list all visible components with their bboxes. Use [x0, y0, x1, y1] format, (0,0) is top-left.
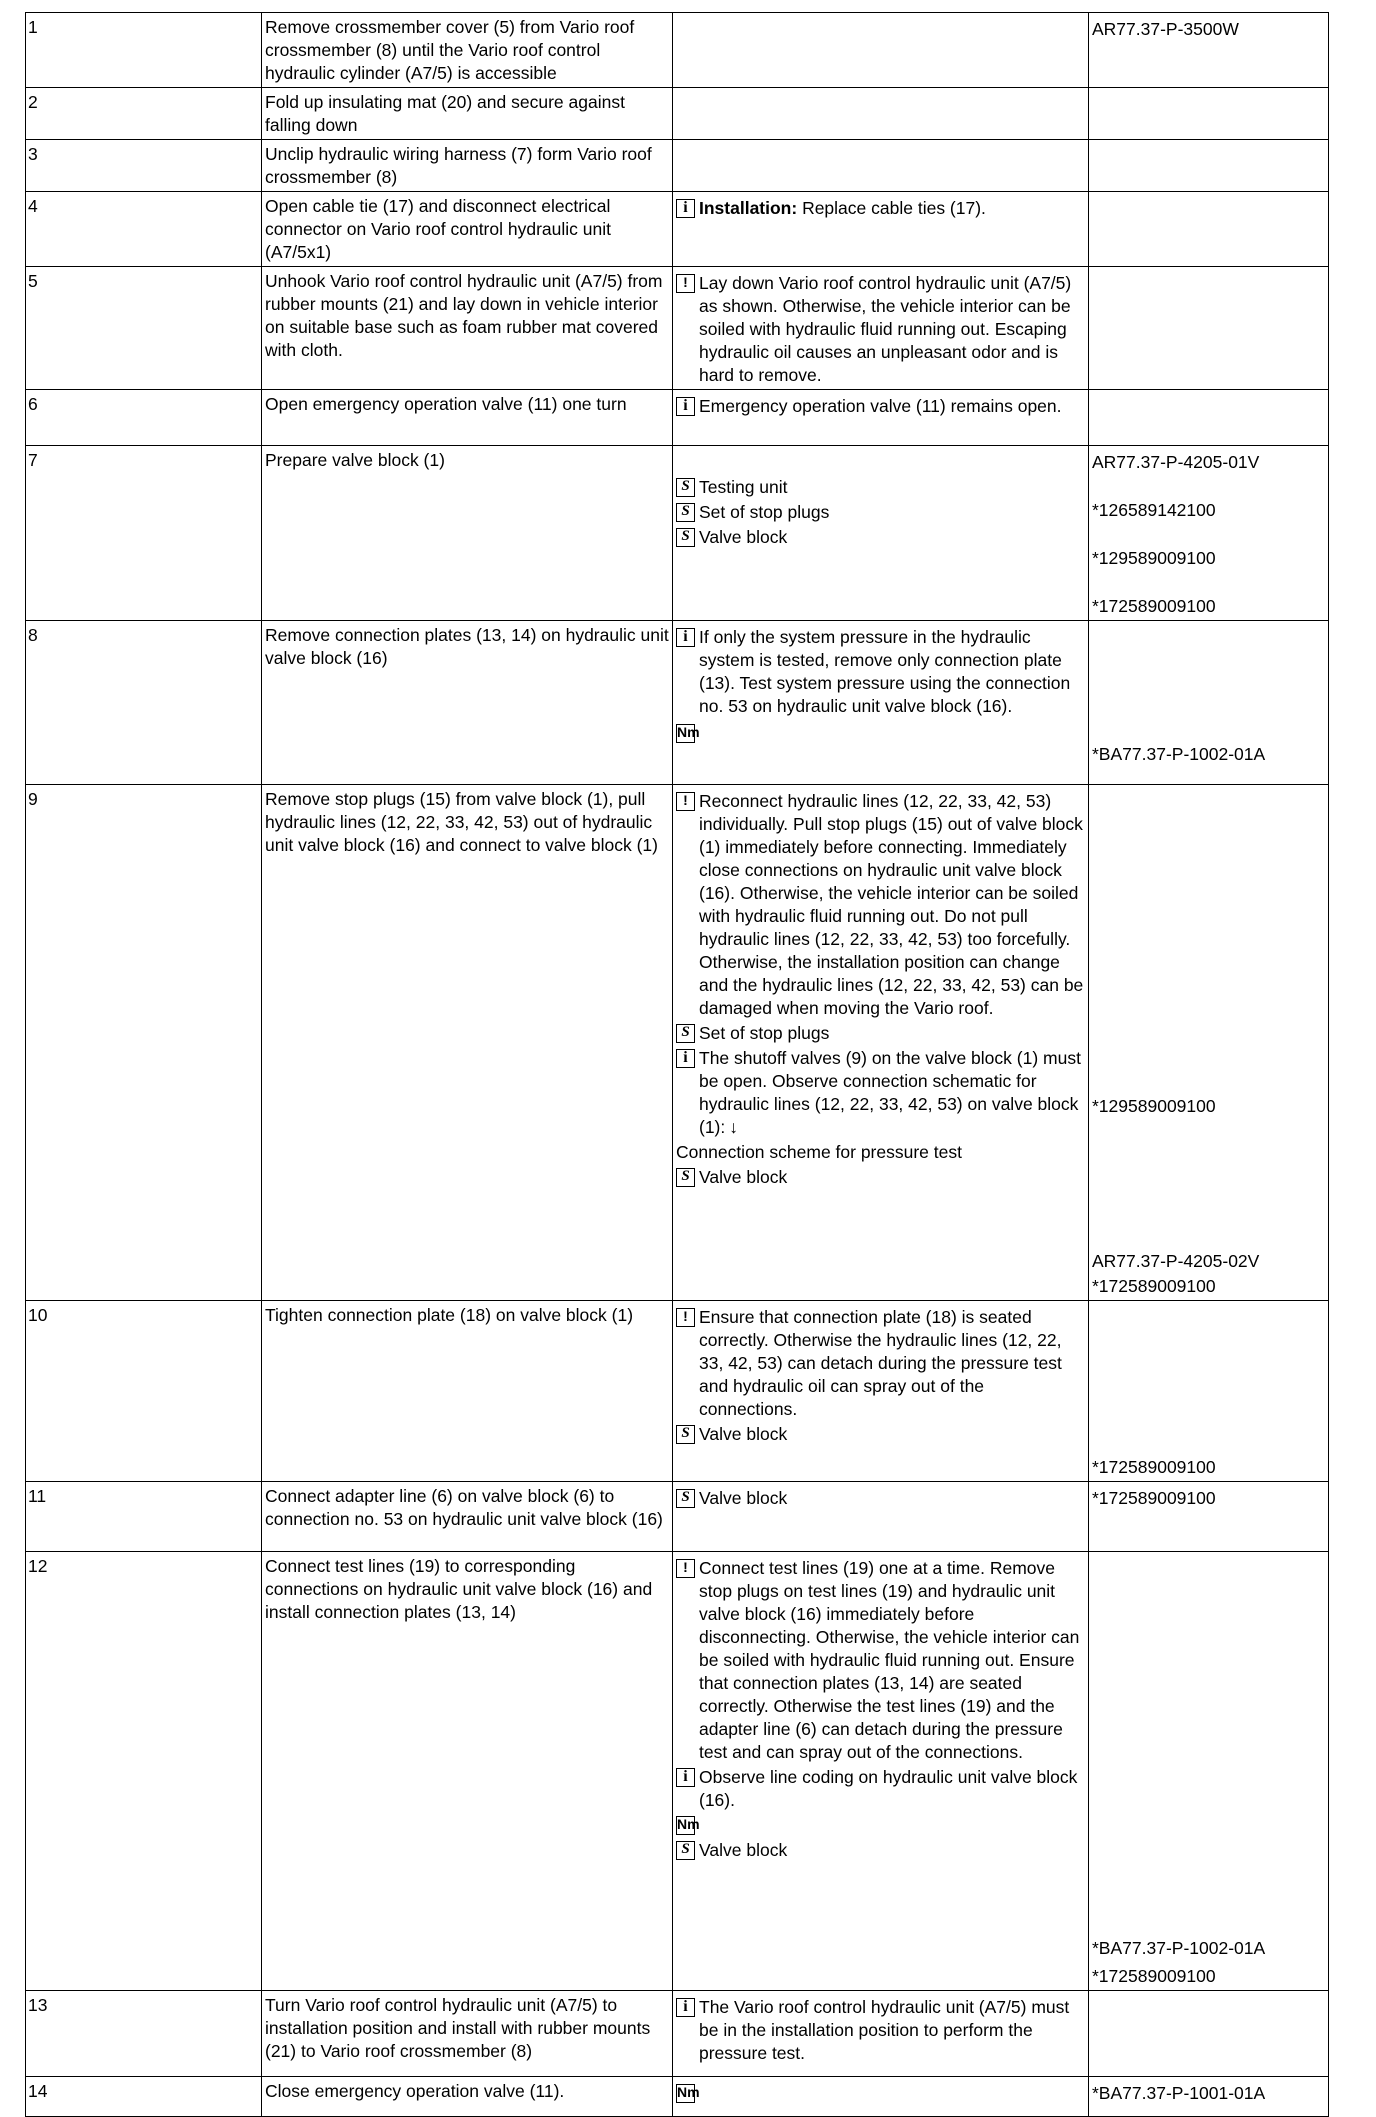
note-line — [676, 1814, 1085, 1837]
step-notes — [673, 2077, 1089, 2117]
step-references — [1089, 446, 1329, 621]
note-text: If only the system pressure in the hydraulic system is tested, remove only connection plate (13). Test system pressure using the connection no. 53 on hydraulic unit valve block (16). — [699, 627, 1071, 716]
step-references — [1089, 2077, 1329, 2117]
note-text: Lay down Vario roof control hydraulic unit (A7/5) as shown. Otherwise, the vehicle interior can be soiled with hydraulic fluid running out. Escaping hydraulic oil causes an unpleasant odor and is hard to remove. — [699, 273, 1072, 385]
note-line — [676, 526, 1085, 549]
step-number: 12 — [26, 1552, 262, 1991]
step-notes — [673, 390, 1089, 446]
note-line — [676, 1839, 1085, 1862]
reference-code[interactable] — [1092, 1070, 1325, 1093]
step-notes — [673, 1482, 1089, 1552]
step-text: Fold up insulating mat (20) and secure against falling down — [262, 88, 673, 140]
reference-code[interactable] — [1092, 1582, 1325, 1605]
step-number: 3 — [26, 140, 262, 192]
note-text: Observe line coding on hydraulic unit valve block (16). — [699, 1767, 1078, 1810]
table-row — [26, 1301, 1329, 1482]
step-references — [1089, 621, 1329, 785]
table-row — [26, 13, 1329, 88]
note-text: Valve block — [699, 1167, 788, 1187]
step-references — [1089, 140, 1329, 192]
step-references — [1089, 390, 1329, 446]
note-text: Connection scheme for pressure test — [676, 1142, 962, 1162]
note-content — [699, 1047, 1085, 1139]
step-notes — [673, 192, 1089, 267]
special-tool-icon: S — [676, 478, 695, 497]
reference-code[interactable]: *172589009100 — [1092, 1457, 1216, 1477]
note-line — [676, 1166, 1085, 1189]
special-tool-icon: S — [676, 1489, 695, 1508]
torque-nm-icon: Nm — [676, 2084, 695, 2103]
note-content — [699, 1306, 1085, 1421]
note-content — [699, 1487, 787, 1510]
info-icon: i — [676, 1049, 695, 1068]
procedure-table — [25, 12, 1329, 2117]
step-notes — [673, 785, 1089, 1301]
reference-code[interactable]: AR77.37-P-4205-01V — [1092, 452, 1260, 472]
note-line — [676, 1557, 1085, 1764]
special-tool-icon: S — [676, 528, 695, 547]
info-icon: i — [676, 397, 695, 416]
note-content — [699, 526, 787, 549]
warning-icon: ! — [676, 1559, 695, 1578]
step-notes — [673, 446, 1089, 621]
step-text: Connect test lines (19) to corresponding connections on hydraulic unit valve block (16) and install connection plates (13, 14) — [262, 1552, 673, 1991]
note-line — [676, 1306, 1085, 1421]
step-text: Remove connection plates (13, 14) on hydraulic unit valve block (16) — [262, 621, 673, 785]
note-content — [699, 1022, 829, 1045]
note-line — [676, 197, 1085, 220]
step-text: Unclip hydraulic wiring harness (7) form Vario roof crossmember (8) — [262, 140, 673, 192]
step-number: 5 — [26, 267, 262, 390]
note-text: Connect test lines (19) one at a time. Remove stop plugs on test lines (19) and hydraulic unit valve block (16) immediately before disconnecting. Otherwise, the vehicle interior can be soiled with hydraulic fluid running out. Ensure that connection plates (13, 14) are seated correctly. Otherwise the test lines (19) and the adapter line (6) can detach during the pressure test and can spray out of the connections. — [699, 1558, 1080, 1762]
reference-code[interactable]: *172589009100 — [1092, 1488, 1216, 1508]
step-text: Open emergency operation valve (11) one turn — [262, 390, 673, 446]
reference-code[interactable] — [1092, 1557, 1325, 1580]
note-line — [676, 1022, 1085, 1045]
table-row — [26, 1991, 1329, 2077]
step-text: Turn Vario roof control hydraulic unit (A7/5) to installation position and install with rubber mounts (21) to Vario roof crossmember (8) — [262, 1991, 673, 2077]
step-references — [1089, 1482, 1329, 1552]
down-arrow-icon: ↓ — [729, 1117, 738, 1137]
reference-code[interactable]: *BA77.37-P-1002-01A — [1092, 744, 1266, 764]
step-notes — [673, 1301, 1089, 1482]
step-text: Connect adapter line (6) on valve block (6) to connection no. 53 on hydraulic unit valve block (16) — [262, 1482, 673, 1552]
note-content — [699, 501, 829, 524]
step-references — [1089, 1991, 1329, 2077]
info-icon: i — [676, 1768, 695, 1787]
note-text: Set of stop plugs — [699, 1023, 830, 1043]
warning-icon: ! — [676, 1308, 695, 1327]
warning-icon: ! — [676, 274, 695, 293]
reference-code[interactable]: *BA77.37-P-1002-01A — [1092, 1938, 1266, 1958]
note-content — [699, 1839, 787, 1862]
reference-code[interactable]: *BA77.37-P-1001-01A — [1092, 2083, 1266, 2103]
note-text: Valve block — [699, 527, 788, 547]
step-notes — [673, 13, 1089, 88]
note-line — [676, 790, 1085, 1020]
note-line — [676, 1487, 1085, 1510]
note-line — [676, 501, 1085, 524]
step-number: 1 — [26, 13, 262, 88]
reference-code[interactable]: *172589009100 — [1092, 1276, 1216, 1296]
table-row — [26, 140, 1329, 192]
reference-code[interactable]: *126589142100 — [1092, 500, 1216, 520]
procedure-rows — [26, 13, 1329, 2117]
note-text: Valve block — [699, 1840, 788, 1860]
note-content — [699, 1557, 1085, 1764]
note-content — [699, 626, 1085, 718]
reference-code[interactable] — [1092, 1306, 1325, 1329]
step-references — [1089, 1301, 1329, 1482]
note-text: Set of stop plugs — [699, 502, 830, 522]
torque-nm-icon: Nm — [676, 724, 695, 743]
note-content — [699, 395, 1062, 418]
note-content — [699, 1423, 787, 1446]
table-row — [26, 1482, 1329, 1552]
reference-code[interactable]: *172589009100 — [1092, 1966, 1216, 1986]
table-row — [26, 390, 1329, 446]
step-number: 2 — [26, 88, 262, 140]
note-content — [699, 1996, 1085, 2065]
step-text: Prepare valve block (1) — [262, 446, 673, 621]
step-number: 7 — [26, 446, 262, 621]
step-text: Close emergency operation valve (11). — [262, 2077, 673, 2117]
info-icon: i — [676, 628, 695, 647]
note-content — [699, 1166, 787, 1189]
note-line — [676, 1141, 1085, 1164]
note-text: The shutoff valves (9) on the valve block (1) must be open. Observe connection schematic for hydraulic lines (12, 22, 33, 42, 53) on valve block (1): — [699, 1048, 1081, 1137]
note-text: Emergency operation valve (11) remains open. — [699, 396, 1062, 416]
special-tool-icon: S — [676, 503, 695, 522]
step-text: Open cable tie (17) and disconnect electrical connector on Vario roof control hydraulic unit (A7/5x1) — [262, 192, 673, 267]
table-row — [26, 1552, 1329, 1991]
table-row — [26, 267, 1329, 390]
note-content — [699, 790, 1085, 1020]
step-notes — [673, 621, 1089, 785]
step-references — [1089, 13, 1329, 88]
table-row — [26, 2077, 1329, 2117]
table-row — [26, 88, 1329, 140]
reference-code[interactable]: AR77.37-P-4205-02V — [1092, 1251, 1260, 1271]
note-line — [676, 395, 1085, 418]
step-number: 13 — [26, 1991, 262, 2077]
step-number: 9 — [26, 785, 262, 1301]
special-tool-icon: S — [676, 1425, 695, 1444]
step-text: Remove stop plugs (15) from valve block (1), pull hydraulic lines (12, 22, 33, 42, 53) out of hydraulic unit valve block (16) and connect to valve block (1) — [262, 785, 673, 1301]
reference-code[interactable]: *129589009100 — [1092, 1096, 1216, 1116]
note-line — [676, 1996, 1085, 2065]
note-line — [676, 626, 1085, 718]
step-text: Tighten connection plate (18) on valve block (1) — [262, 1301, 673, 1482]
note-content — [699, 476, 788, 499]
note-line — [676, 451, 1085, 474]
reference-code[interactable] — [1092, 1120, 1325, 1143]
note-content — [699, 272, 1085, 387]
step-number: 14 — [26, 2077, 262, 2117]
special-tool-icon: S — [676, 1168, 695, 1187]
note-text: Ensure that connection plate (18) is seated correctly. Otherwise the hydraulic lines (12, 22, 33, 42, 53) can detach during the pressure test and hydraulic oil can spray out of the connections. — [699, 1307, 1062, 1419]
note-line — [676, 2082, 1085, 2105]
step-number: 8 — [26, 621, 262, 785]
note-text: Valve block — [699, 1488, 788, 1508]
note-text: The Vario roof control hydraulic unit (A7/5) must be in the installation position to perform the pressure test. — [699, 1997, 1070, 2063]
note-line — [676, 722, 1085, 745]
note-line — [676, 1766, 1085, 1812]
info-icon: i — [676, 1998, 695, 2017]
table-row — [26, 446, 1329, 621]
step-references — [1089, 267, 1329, 390]
note-text: Replace cable ties (17). — [797, 198, 986, 218]
note-text: Testing unit — [699, 477, 788, 497]
special-tool-icon: S — [676, 1841, 695, 1860]
step-notes — [673, 140, 1089, 192]
step-references — [1089, 192, 1329, 267]
step-notes — [673, 1552, 1089, 1991]
step-text: Unhook Vario roof control hydraulic unit (A7/5) from rubber mounts (21) and lay down in vehicle interior on suitable base such as foam rubber mat covered with cloth. — [262, 267, 673, 390]
step-number: 10 — [26, 1301, 262, 1482]
note-text: Valve block — [699, 1424, 788, 1444]
note-line — [676, 476, 1085, 499]
step-references — [1089, 1552, 1329, 1991]
note-text: Reconnect hydraulic lines (12, 22, 33, 42, 53) individually. Pull stop plugs (15) out of valve block (1) immediately before connecting. Immediately close connections on hydraulic unit valve block (16). Otherwise, the vehicle interior can be soiled with hydraulic fluid running out. Do not pull hydraulic lines (12, 22, 33, 42, 53) too forcefully. Otherwise, the installation position can change and the hydraulic lines (12, 22, 33, 42, 53) can be damaged when moving the Vario roof. — [699, 791, 1084, 1018]
step-text: Remove crossmember cover (5) from Vario roof crossmember (8) until the Vario roof control hydraulic cylinder (A7/5) is accessible — [262, 13, 673, 88]
table-row — [26, 192, 1329, 267]
note-content — [699, 1766, 1085, 1812]
step-number: 6 — [26, 390, 262, 446]
note-line — [676, 272, 1085, 387]
step-references — [1089, 785, 1329, 1301]
step-number: 11 — [26, 1482, 262, 1552]
note-line — [676, 1423, 1085, 1446]
warning-icon: ! — [676, 792, 695, 811]
table-row — [26, 785, 1329, 1301]
reference-code[interactable]: *172589009100 — [1092, 596, 1216, 616]
step-number: 4 — [26, 192, 262, 267]
reference-code[interactable]: *129589009100 — [1092, 548, 1216, 568]
note-content — [699, 197, 986, 220]
info-icon: i — [676, 199, 695, 218]
step-notes — [673, 1991, 1089, 2077]
step-references — [1089, 88, 1329, 140]
torque-nm-icon: Nm — [676, 1816, 695, 1835]
special-tool-icon: S — [676, 1024, 695, 1043]
reference-code[interactable]: AR77.37-P-3500W — [1092, 19, 1239, 39]
note-content — [676, 1141, 962, 1164]
step-notes — [673, 88, 1089, 140]
step-notes — [673, 267, 1089, 390]
table-row — [26, 621, 1329, 785]
note-label: Installation: — [699, 198, 798, 218]
note-line — [676, 1047, 1085, 1139]
